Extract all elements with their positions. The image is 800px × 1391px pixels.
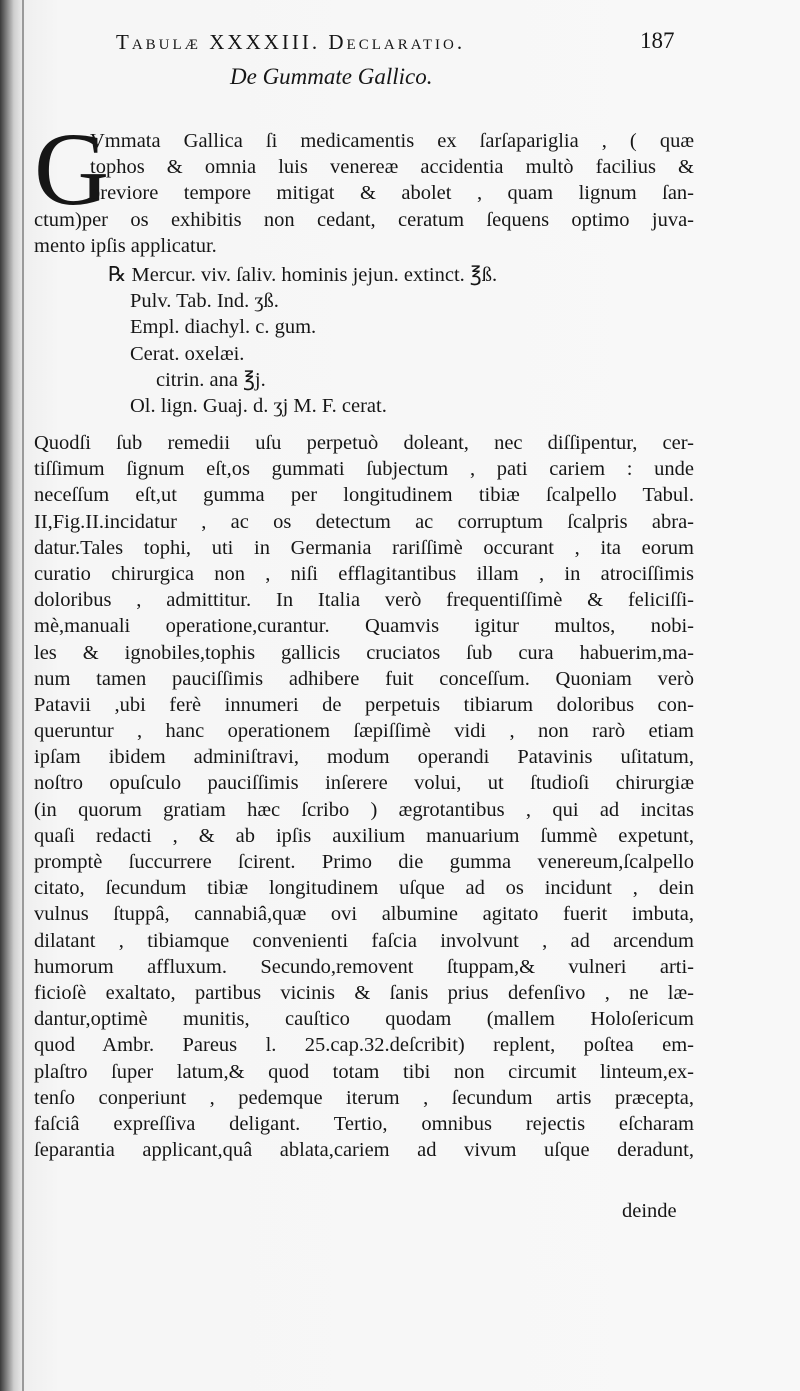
body-line: (in quorum gratiam hæc ſcribo ) ægrotantibus , qui ad incitas: [34, 798, 694, 821]
intro-line: tophos & omnia luis venereæ accidentia multò facilius &: [90, 156, 694, 179]
body-line: citato, ſecundum tibiæ longitudinem uſque ad os incidunt , dein: [34, 877, 694, 900]
page-gutter: [22, 0, 24, 1391]
catchword: deinde: [622, 1200, 677, 1222]
section-title: De Gummate Gallico.: [230, 64, 433, 89]
recipe-line: citrin. ana ℥j.: [156, 368, 266, 391]
body-line: num tamen pauciſſimis adhibere fuit conceſſum. Quoniam verò: [34, 667, 694, 690]
intro-line: mento ipſis applicatur.: [34, 234, 217, 257]
body-line: dantur,optimè munitis, cauſtico quodam (mallem Holoſericum: [34, 1008, 694, 1031]
intro-paragraph: [34, 128, 694, 259]
body-line: II,Fig.II.incidatur , ac os detectum ac corruptum ſcalpris abra-: [34, 510, 694, 533]
body-line: promptè ſuccurrere ſcirent. Primo die gumma venereum,ſcalpello: [34, 851, 694, 873]
body-line: Patavii ,ubi ferè innumeri de perpetuis tibiarum doloribus con-: [34, 693, 694, 716]
intro-line: ctum)per os exhibitis non cedant, ceratum ſequens optimo juva-: [34, 208, 694, 231]
body-line: plaſtro ſuper latum,& quod totam tibi non circumit linteum,ex-: [34, 1060, 694, 1083]
body-line: mè,manuali operatione,curantur. Quamvis igitur multos, nobi-: [34, 615, 694, 638]
body-line: dilatant , tibiamque convenienti faſcia involvunt , ad arcendum: [34, 929, 694, 952]
drop-cap: G: [34, 112, 110, 227]
recipe-line: Empl. diachyl. c. gum.: [130, 316, 317, 339]
intro-line: breviore tempore mitigat & abolet , quam lignum ſan-: [90, 182, 694, 205]
body-line: ſeparantia applicant,quâ ablata,cariem ad vivum uſque deradunt,: [34, 1139, 694, 1162]
recipe-line: Ol. lign. Guaj. d. ʒj M. F. cerat.: [130, 394, 387, 417]
body-line: quod Ambr. Pareus l. 25.cap.32.deſcribit) replent, poſtea em-: [34, 1034, 694, 1057]
body-line: vulnus ſtuppâ, cannabiâ,quæ ovi albumine agitato fuerit imbuta,: [34, 903, 694, 926]
running-head-title: Tabulæ XXXXIII. Declaratio.: [116, 30, 466, 54]
page-number: 187: [640, 28, 675, 53]
body-line: les & ignobiles,tophis gallicis cruciatos ſub cura habuerim,ma-: [34, 641, 694, 664]
body-line: ficioſè exaltato, partibus vicinis & ſanis prius defenſivo , ne læ-: [34, 981, 694, 1004]
recipe-line: ℞ Mercur. viv. ſaliv. hominis jejun. extinct. ℥ß.: [108, 264, 498, 286]
body-line: ipſam ibidem adminiſtravi, modum operandi Patavinis uſitatum,: [34, 746, 694, 769]
body-line: quaſi redacti , & ab ipſis auxilium manuarium ſummè expetunt,: [34, 824, 694, 847]
recipe-line: Cerat. oxelæi.: [130, 342, 245, 365]
body-line: tiſſimum ſignum eſt,os gummati ſubjectum , pati cariem : unde: [34, 458, 694, 481]
recipe-line: Pulv. Tab. Ind. ʒß.: [130, 290, 279, 313]
body-paragraph: [34, 430, 694, 1163]
body-line: Quodſi ſub remedii uſu perpetuò doleant, nec diſſipentur, cer-: [34, 432, 694, 454]
body-line: neceſſum eſt,ut gumma per longitudinem tibiæ ſcalpello Tabul.: [34, 484, 694, 507]
body-line: tenſo conperiunt , pedemque iterum , ſecundum artis præcepta,: [34, 1086, 694, 1109]
body-line: noſtro opuſculo pauciſſimis inſerere volui, ut ſtudioſi chirurgiæ: [34, 772, 694, 795]
body-line: humorum affluxum. Secundo,removent ſtuppam,& vulneri arti-: [34, 955, 694, 978]
body-line: faſciâ expreſſiva deligant. Tertio, omnibus rejectis eſcharam: [34, 1112, 694, 1135]
body-line: curatio chirurgica non , niſi efflagitantibus illam , in atrociſſimis: [34, 562, 694, 585]
intro-line: Vmmata Gallica ſi medicamentis ex ſarſapariglia , ( quæ: [90, 130, 694, 152]
body-line: queruntur , hanc operationem ſæpiſſimè vidi , non rarò etiam: [34, 720, 694, 743]
running-head: [0, 28, 800, 68]
recipe-block: [108, 262, 608, 419]
body-line: datur.Tales tophi, uti in Germania rariſſimè occurant , ita eorum: [34, 536, 694, 559]
body-line: doloribus , admittitur. In Italia verò frequentiſſimè & feliciſſi-: [34, 589, 694, 612]
